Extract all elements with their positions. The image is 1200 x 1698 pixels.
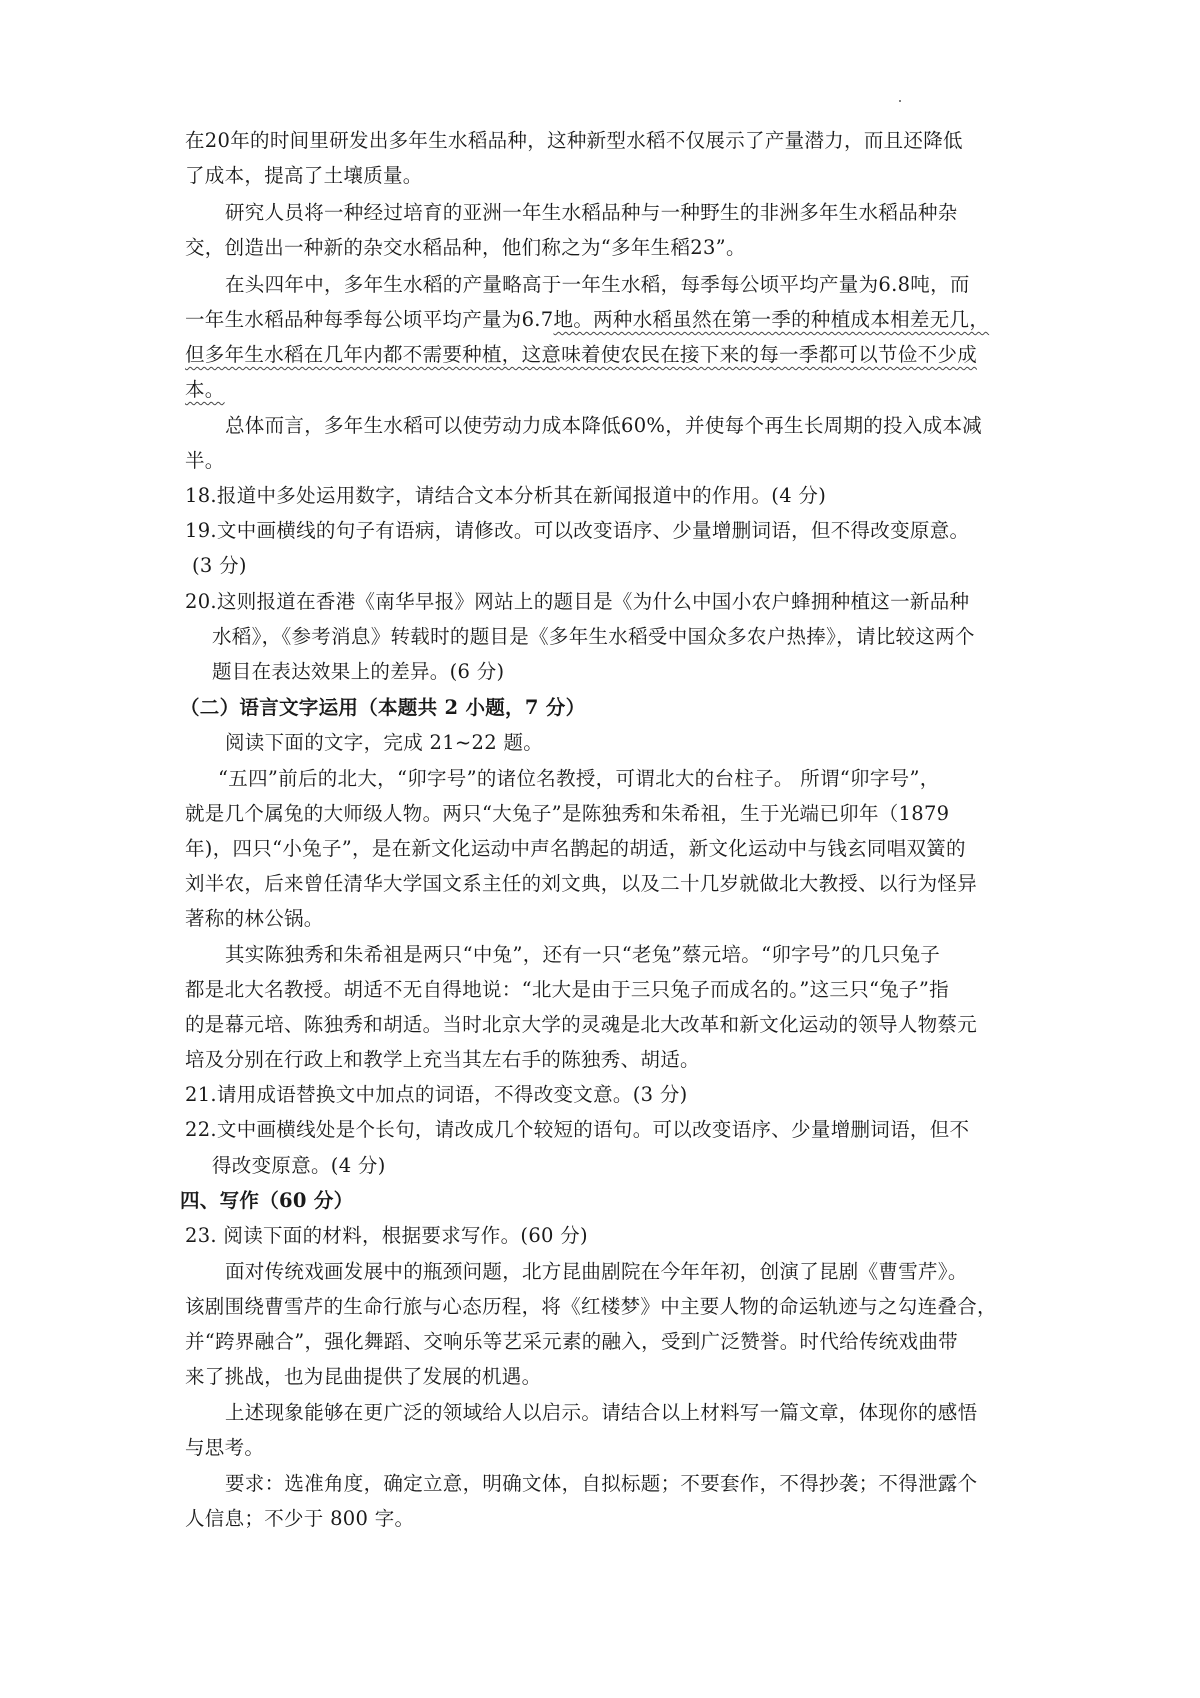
text-line: 面对传统戏画发展中的瓶颈问题，北方昆曲剧院在今年年初，创演了昆剧《曹雪芹》。 [225,1260,968,1283]
underlined-sentence: 但多年生水稻在几年内都不需要种植，这意味着使农民在接下来的每一季都可以节俭不少成 [185,343,978,366]
text-line: 其实陈独秀和朱希祖是两只“中兔”，还有一只“老兔”蔡元培。“卯字号”的几只兔子 [225,943,941,966]
text-line: 23. 阅读下面的材料，根据要求写作。(60 分) [185,1224,588,1247]
text-line: 并“跨界融合”，强化舞蹈、交响乐等艺采元素的融入，受到广泛赞誉。时代给传统戏曲带 [185,1330,958,1353]
scan-speck [899,100,901,102]
text-line: 培及分别在行政上和教学上充当其左右手的陈独秀、胡适。 [185,1048,700,1071]
text-line: “五四”前后的北大，“卯字号”的诸位名教授，可谓北大的台柱子。 所谓“卯字号”， [218,767,940,790]
section-heading: 四、写作（60 分） [180,1189,354,1212]
line-segment: 一年生水稻品种每季每公顷平均产量为6.7 [185,308,554,331]
text-line: 题目在表达效果上的差异。(6 分) [212,660,505,683]
text-line: 刘半农，后来曾任清华大学国文系主任的刘文典，以及二十几岁就做北大教授、以行为怪异 [185,872,978,895]
text-line: 得改变原意。(4 分) [212,1154,386,1177]
text-line: 交，创造出一种新的杂交水稻品种，他们称之为“多年生稻23”。 [185,236,746,259]
text-line: 总体而言，多年生水稻可以使劳动力成本降低60%，并使每个再生长周期的投入成本减 [225,414,983,437]
text-line: 20.这则报道在香港《南华早报》网站上的题目是《为什么中国小农户蜂拥种植这一新品种 [185,590,970,613]
text-line: 人信息；不少于 800 字。 [185,1507,415,1530]
text-line: 年)，四只“小兔子”，是在新文化运动中声名鹊起的胡适，新文化运动中与钱玄同唱双簧的 [185,837,966,860]
text-line: (3 分) [192,554,247,577]
text-line: 研究人员将一种经过培育的亚洲一年生水稻品种与一种野生的非洲多年生水稻品种杂 [225,201,958,224]
text-line: 22.文中画横线处是个长句，请改成几个较短的语句。可以改变语序、少量增删词语，但不 [185,1118,970,1141]
text-line: 21.请用成语替换文中加点的词语，不得改变文意。(3 分) [185,1083,688,1106]
text-line: 半。 [185,449,225,472]
text-line: 就是几个属兔的大师级人物。两只“大兔子”是陈独秀和朱希祖，生于光端已卯年（1879 [185,802,950,825]
text-line: 18.报道中多处运用数字，请结合文本分析其在新闻报道中的作用。(4 分) [185,484,827,507]
text-line: 19.文中画横线的句子有语病，请修改。可以改变语序、少量增删词语，但不得改变原意。 [185,519,970,542]
text-line: 与思考。 [185,1436,265,1459]
text-line: 要求：选准角度，确定立意，明确文体，自拟标题；不要套作，不得抄袭；不得泄露个 [225,1472,978,1495]
text-line: 都是北大名教授。胡适不无自得地说：“北大是由于三只兔子而成名的。”这三只“兔子”指 [185,978,949,1001]
text-line: 来了挑战，也为昆曲提供了发展的机遇。 [185,1365,542,1388]
text-line: 该剧围绕曹雪芹的生命行旅与心态历程，将《红楼梦》中主要人物的命运轨迹与之勾连叠合， [185,1295,997,1318]
text-line: 著称的林公锅。 [185,907,324,930]
text-line: 在20年的时间里研发出多年生水稻品种，这种新型水稻不仅展示了产量潜力，而且还降低 [185,129,963,152]
section-heading: （二）语言文字运用（本题共 2 小题，7 分） [180,696,586,719]
text-line: 阅读下面的文字，完成 21~22 题。 [225,731,544,754]
text-line: 上述现象能够在更广泛的领域给人以启示。请结合以上材料写一篇文章，体现你的感悟 [225,1401,978,1424]
text-line [185,306,989,334]
text-line [185,376,225,404]
text-line [185,341,977,369]
text-line: 了成本，提高了土壤质量。 [185,164,423,187]
text-line: 水稻》，《参考消息》转载时的题目是《多年生水稻受中国众多农户热捧》，请比较这两个 [212,625,975,648]
underlined-sentence: 本。 [185,378,225,401]
text-line: 的是幕元培、陈独秀和胡适。当时北京大学的灵魂是北大改革和新文化运动的领导人物蔡元 [185,1013,978,1036]
text-line: 在头四年中，多年生水稻的产量略高于一年生水稻，每季每公顷平均产量为6.8吨，而 [225,273,970,296]
underlined-sentence: 地。两种水稻虽然在第一季的种植成本相差无几， [553,308,990,331]
